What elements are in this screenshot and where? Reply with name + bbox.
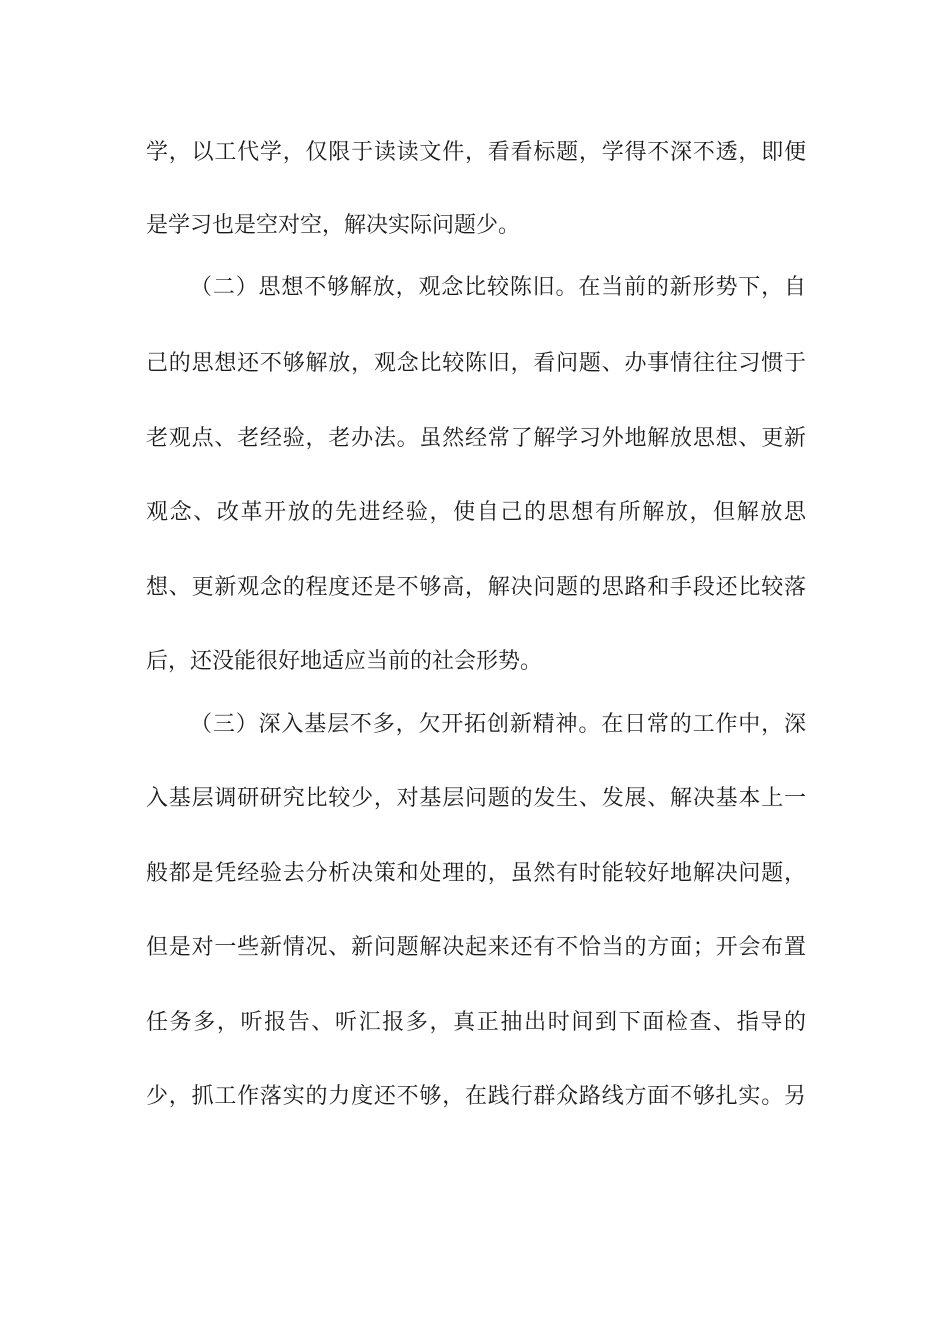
text-line: 但是对一些新情况、新问题解决起来还有不恰当的方面；开会布置: [146, 935, 806, 960]
text-line: 少，抓工作落实的力度还不够，在践行群众路线方面不够扎实。另: [146, 1084, 806, 1109]
text-line: 老观点、老经验，老办法。虽然经常了解学习外地解放思想、更新: [146, 426, 806, 451]
text-line: 是学习也是空对空，解决实际问题少。: [146, 213, 521, 238]
text-line: 后，还没能很好地适应当前的社会形势。: [146, 649, 543, 674]
paragraph-heading-3: （三）深入基层不多，欠开拓创新精神。在日常的工作中，深: [190, 712, 806, 737]
text-line: 己的思想还不够解放，观念比较陈旧，看问题、办事情往往习惯于: [146, 351, 806, 376]
text-line: 想、更新观念的程度还是不够高，解决问题的思路和手段还比较落: [146, 575, 806, 600]
text-line: 任务多，听报告、听汇报多，真正抽出时间到下面检查、指导的: [146, 1010, 806, 1035]
text-line: 般都是凭经验去分析决策和处理的，虽然有时能较好地解决问题，: [146, 861, 806, 886]
text-line: 入基层调研研究比较少，对基层问题的发生、发展、解决基本上一: [146, 786, 806, 811]
text-line: 观念、改革开放的先进经验，使自己的思想有所解放，但解放思: [146, 500, 806, 525]
text-line: 学，以工代学，仅限于读读文件，看看标题，学得不深不透，即便: [146, 140, 806, 165]
paragraph-heading-2: （二）思想不够解放，观念比较陈旧。在当前的新形势下，自: [190, 275, 806, 300]
